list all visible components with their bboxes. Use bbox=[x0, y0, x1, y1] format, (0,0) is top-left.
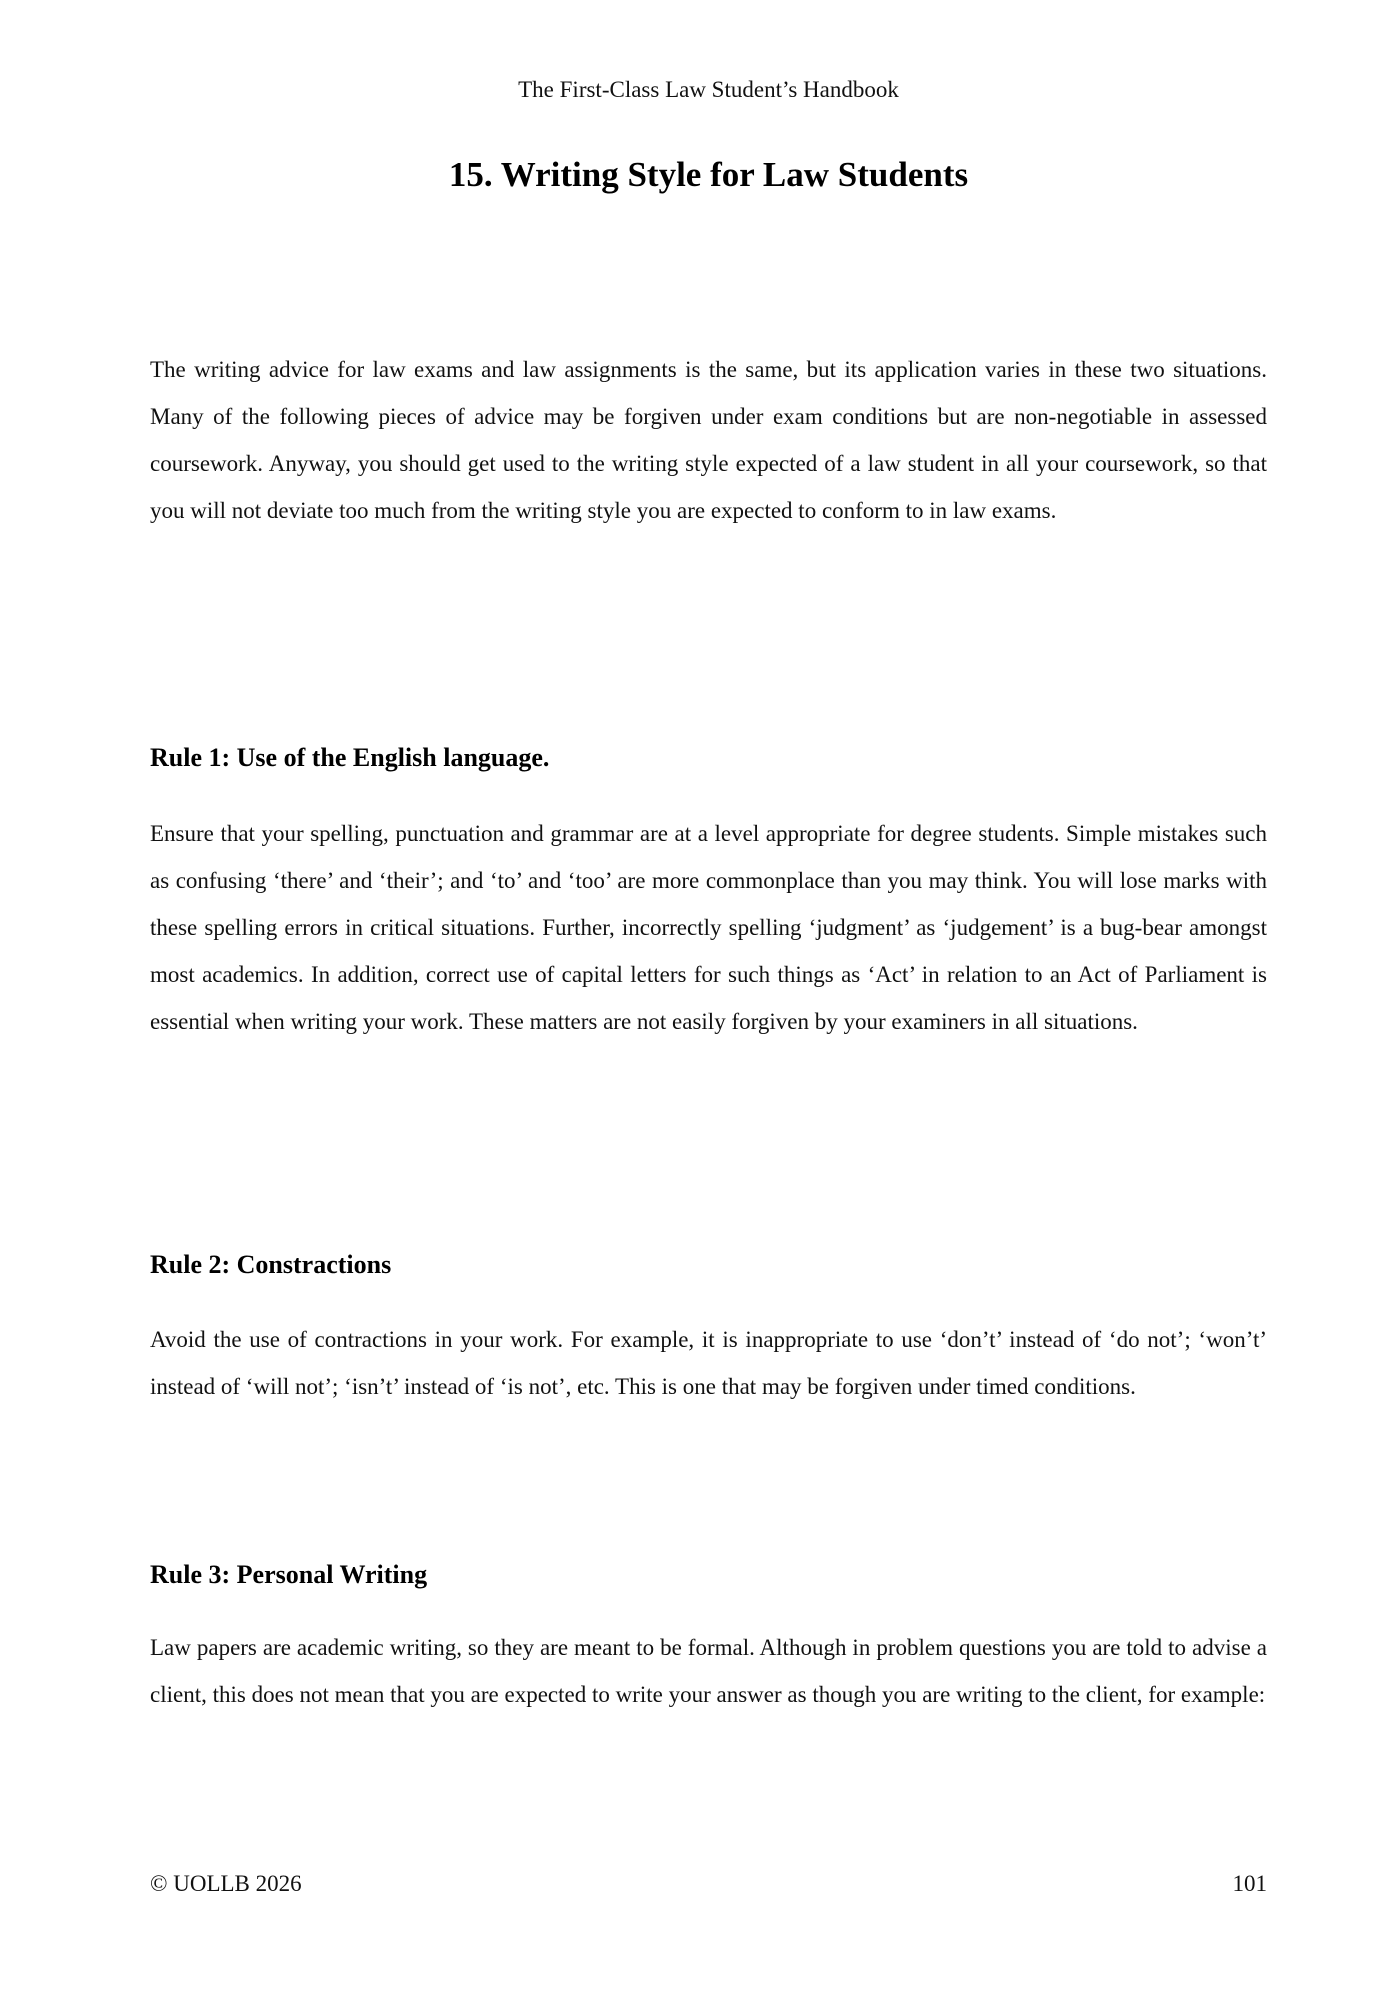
rule1-paragraph: Ensure that your spelling, punctuation and grammar are at a level appropriate for degree students. Simple mistakes such as confusing ‘there’ and ‘their’; and ‘to’ and ‘too’ are more commonplace than you may think. You will lose marks with these spelling errors in critical situations. Further, incorrectly spelling ‘judgment’ as ‘judgement’ is a bug-bear amongst most academics. In addition, correct use of capital letters for such things as ‘Act’ in relation to an Act of Parliament is essential when writing your work. These matters are not easily forgiven by your examiners in all situations. bbox=[150, 821, 1267, 1034]
rule1-heading: Rule 1: Use of the English language. bbox=[150, 743, 550, 772]
rule2-heading: Rule 2: Constractions bbox=[150, 1250, 392, 1279]
page-footer bbox=[150, 1870, 1267, 1898]
rule3-paragraph: Law papers are academic writing, so they are meant to be formal. Although in problem questions you are told to advise a client, this does not mean that you are expected to write your answer as though you are writing to the client, for example: bbox=[150, 1635, 1267, 1707]
chapter-title: 15. Writing Style for Law Students bbox=[448, 155, 969, 194]
rule3-heading: Rule 3: Personal Writing bbox=[150, 1560, 428, 1589]
copyright-notice: © UOLLB 2026 bbox=[150, 1871, 302, 1896]
rule2-paragraph: Avoid the use of contractions in your work. For example, it is inappropriate to use ‘don’t’ instead of ‘do not’; ‘won’t’ instead of ‘will not’; ‘isn’t’ instead of ‘is not’, etc. This is one that may be forgiven under timed conditions. bbox=[150, 1327, 1267, 1399]
page-number: 101 bbox=[1232, 1871, 1267, 1896]
intro-paragraph: The writing advice for law exams and law assignments is the same, but its application varies in these two situations. Many of the following pieces of advice may be forgiven under exam conditions but are non-negotiable in assessed coursework. Anyway, you should get used to the writing style expected of a law student in all your coursework, so that you will not deviate too much from the writing style you are expected to conform to in law exams. bbox=[150, 357, 1267, 523]
running-header: The First-Class Law Student’s Handbook bbox=[518, 77, 899, 102]
